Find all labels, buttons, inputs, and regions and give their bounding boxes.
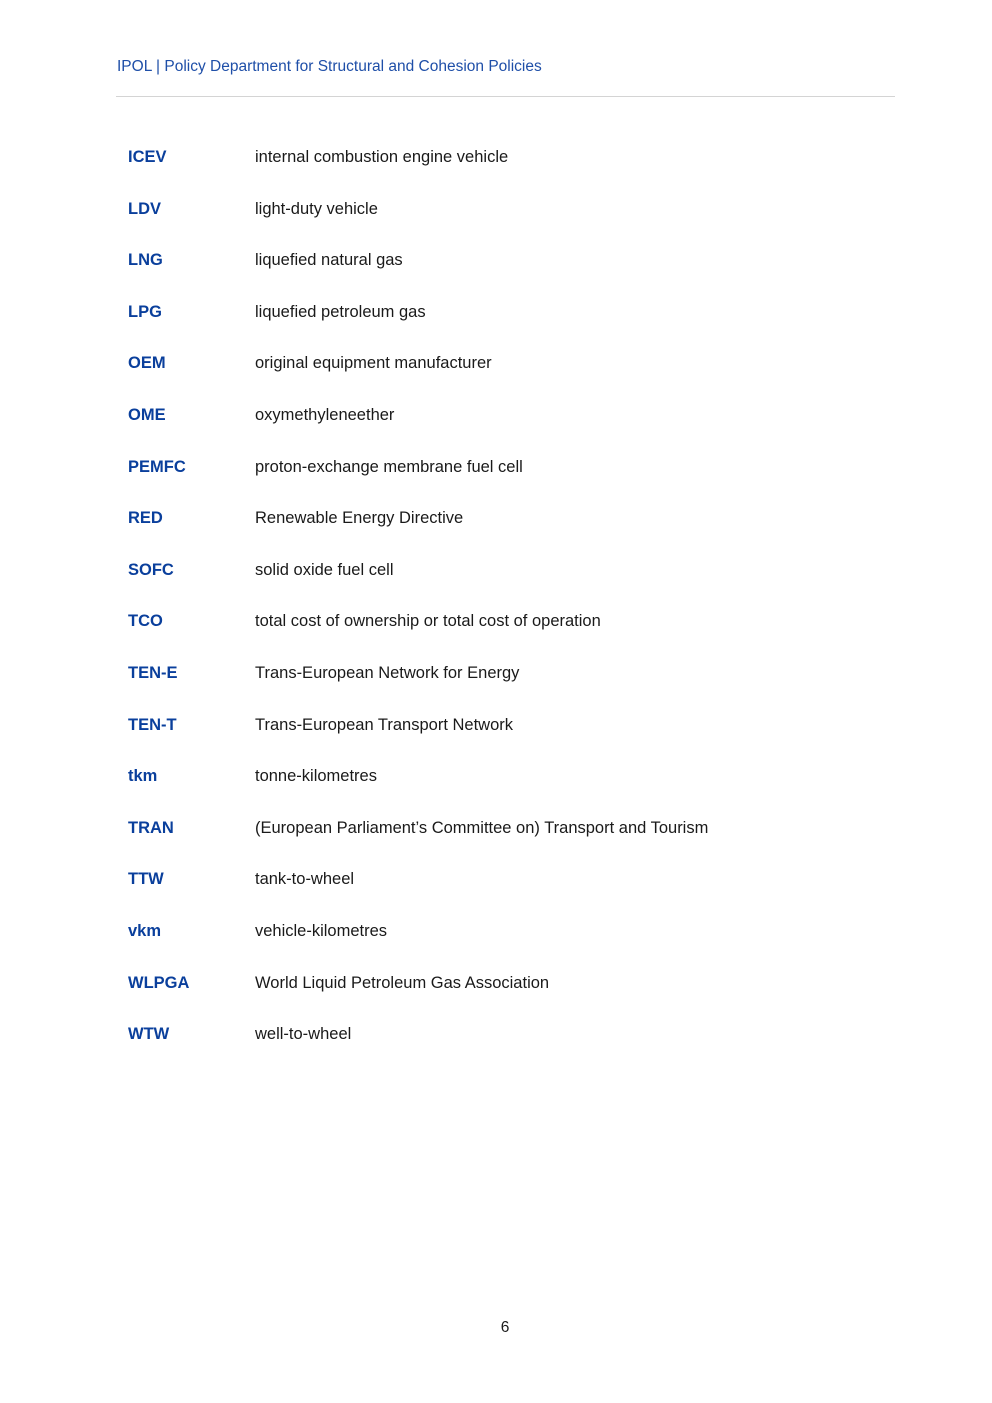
abbreviation-term: OEM xyxy=(128,354,166,373)
abbreviation-row xyxy=(128,814,868,866)
abbreviation-row xyxy=(128,969,868,1021)
abbreviation-row xyxy=(128,246,868,298)
abbreviation-definition: vehicle-kilometres xyxy=(255,921,388,940)
abbreviation-term: tkm xyxy=(128,767,158,786)
abbreviation-definition: tank-to-wheel xyxy=(255,870,355,889)
running-header: IPOL | Policy Department for Structural and Cohesion Policies xyxy=(117,58,542,75)
abbreviation-definition: Trans-European Transport Network xyxy=(255,715,513,734)
abbreviation-definition: Trans-European Network for Energy xyxy=(255,663,520,682)
abbreviation-term: ICEV xyxy=(128,148,167,166)
abbreviation-row xyxy=(128,711,868,763)
page-number: 6 xyxy=(500,1319,510,1336)
abbreviation-term: vkm xyxy=(128,921,162,940)
abbreviation-definition: tonne-kilometres xyxy=(255,767,377,786)
abbreviation-row xyxy=(128,762,868,814)
abbreviation-row xyxy=(128,556,868,608)
abbreviation-term: RED xyxy=(128,509,163,528)
abbreviation-definition: original equipment manufacturer xyxy=(255,354,492,373)
abbreviation-row xyxy=(128,143,868,195)
abbreviation-definition: proton-exchange membrane fuel cell xyxy=(255,457,523,476)
abbreviation-term: TTW xyxy=(128,870,164,889)
abbreviation-row xyxy=(128,917,868,969)
abbreviation-term: PEMFC xyxy=(128,457,186,476)
abbreviation-definition: solid oxide fuel cell xyxy=(255,560,394,579)
abbreviation-definition: World Liquid Petroleum Gas Association xyxy=(255,973,550,992)
abbreviation-term: TEN-E xyxy=(128,663,178,682)
abbreviation-definition: (European Parliament’s Committee on) Transport and Tourism xyxy=(255,818,709,837)
abbreviation-row xyxy=(128,504,868,556)
abbreviation-definition: internal combustion engine vehicle xyxy=(255,148,509,166)
abbreviation-definition: Renewable Energy Directive xyxy=(255,509,464,528)
abbreviation-term: SOFC xyxy=(128,560,174,579)
abbreviation-term: LPG xyxy=(128,302,162,321)
abbreviation-list xyxy=(128,143,868,1072)
abbreviation-definition: total cost of ownership or total cost of operation xyxy=(255,612,601,631)
abbreviation-term: TRAN xyxy=(128,818,174,837)
abbreviation-term: TEN-T xyxy=(128,715,177,734)
abbreviation-term: LNG xyxy=(128,251,163,270)
abbreviation-term: WLPGA xyxy=(128,973,190,992)
abbreviation-definition: well-to-wheel xyxy=(255,1025,352,1044)
abbreviation-row xyxy=(128,298,868,350)
abbreviation-definition: light-duty vehicle xyxy=(255,199,378,218)
abbreviation-term: WTW xyxy=(128,1025,170,1044)
abbreviation-row xyxy=(128,865,868,917)
abbreviation-row xyxy=(128,401,868,453)
abbreviation-row xyxy=(128,349,868,401)
abbreviation-row xyxy=(128,1020,868,1072)
abbreviation-definition: liquefied petroleum gas xyxy=(255,302,426,321)
abbreviation-row xyxy=(128,453,868,505)
abbreviation-row xyxy=(128,659,868,711)
abbreviation-row xyxy=(128,195,868,247)
abbreviation-term: TCO xyxy=(128,612,163,631)
abbreviation-term: OME xyxy=(128,405,166,424)
abbreviation-row xyxy=(128,607,868,659)
abbreviation-term: LDV xyxy=(128,199,161,218)
header-divider xyxy=(116,96,895,97)
abbreviation-definition: oxymethyleneether xyxy=(255,405,395,424)
abbreviation-definition: liquefied natural gas xyxy=(255,251,403,270)
